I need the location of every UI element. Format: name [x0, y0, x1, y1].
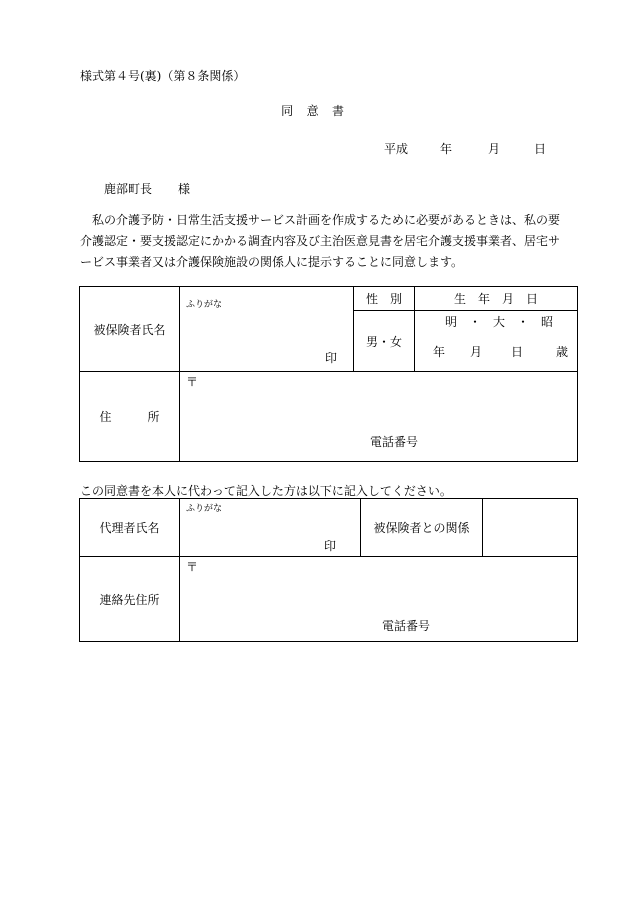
birth-year-unit: 年: [433, 345, 446, 360]
proxy-address-label: 連絡先住所: [99, 592, 160, 607]
proxy-postal-mark: 〒: [186, 560, 199, 574]
consent-line-1: 私の介護予防・日常生活支援サービス計画を作成するために必要があるときは、私の要: [92, 213, 561, 227]
insured-person-table: [79, 286, 578, 462]
insured-address-label-cell: [80, 372, 180, 462]
birthdate-field[interactable]: [415, 311, 578, 372]
proxy-name-label-cell: [80, 499, 180, 557]
birth-day-unit: 日: [511, 345, 524, 360]
gender-options: 男・女: [365, 334, 402, 349]
proxy-address-label-cell: [80, 557, 180, 642]
date-month: 月: [488, 142, 501, 156]
proxy-instruction: この同意書を本人に代わって記入した方は以下に記入してください。: [80, 484, 452, 498]
era-options: 明 ・ 大 ・ 昭: [445, 315, 554, 330]
proxy-name-field[interactable]: [180, 499, 361, 557]
insured-seal-mark: 印: [324, 351, 337, 365]
proxy-phone-label: 電話番号: [382, 619, 431, 633]
insured-address-field[interactable]: [180, 372, 578, 462]
proxy-name-label: 代理者氏名: [99, 521, 160, 535]
birth-month-unit: 月: [470, 345, 483, 360]
addressee-name: 鹿部町長: [104, 182, 153, 196]
proxy-seal-mark: 印: [323, 539, 336, 553]
birthdate-label: 生 年 月 日: [453, 292, 538, 307]
proxy-table: [79, 498, 578, 642]
birthdate-label-cell: [415, 287, 578, 311]
insured-address-label: 住 所: [99, 410, 160, 424]
date-year: 年: [440, 142, 453, 156]
addressee: [104, 180, 190, 197]
insured-phone-label: 電話番号: [370, 435, 419, 449]
age-unit: 歳: [556, 345, 569, 360]
gender-label-cell: [354, 287, 415, 311]
insured-name-label-cell: [80, 287, 180, 372]
page-title: 同 意 書: [281, 104, 349, 118]
date-day: 日: [534, 142, 547, 156]
insured-name-label: 被保険者氏名: [93, 322, 166, 337]
date-era: 平成: [384, 142, 409, 156]
form-reference: 様式第４号(裏)（第８条関係）: [80, 69, 246, 83]
relation-label-cell: [361, 499, 483, 557]
insured-furigana-label: ふりがな: [186, 300, 223, 310]
insured-name-field[interactable]: [180, 287, 354, 372]
consent-line-2: 介護認定・要支援認定にかかる調査内容及び主治医意見書を居宅介護支援事業者、居宅サ: [80, 234, 561, 248]
proxy-address-field[interactable]: [180, 557, 578, 642]
relation-label: 被保険者との関係: [373, 521, 470, 535]
insured-postal-mark: 〒: [186, 375, 199, 389]
relation-field[interactable]: [483, 499, 578, 557]
gender-label: 性 別: [365, 292, 402, 307]
consent-line-3: ービス事業者又は介護保険施設の関係人に提示することに同意します。: [80, 255, 464, 269]
addressee-honorific: 様: [178, 182, 191, 196]
gender-field[interactable]: [354, 311, 415, 372]
proxy-furigana-label: ふりがな: [186, 504, 223, 514]
consent-statement: [80, 210, 560, 273]
